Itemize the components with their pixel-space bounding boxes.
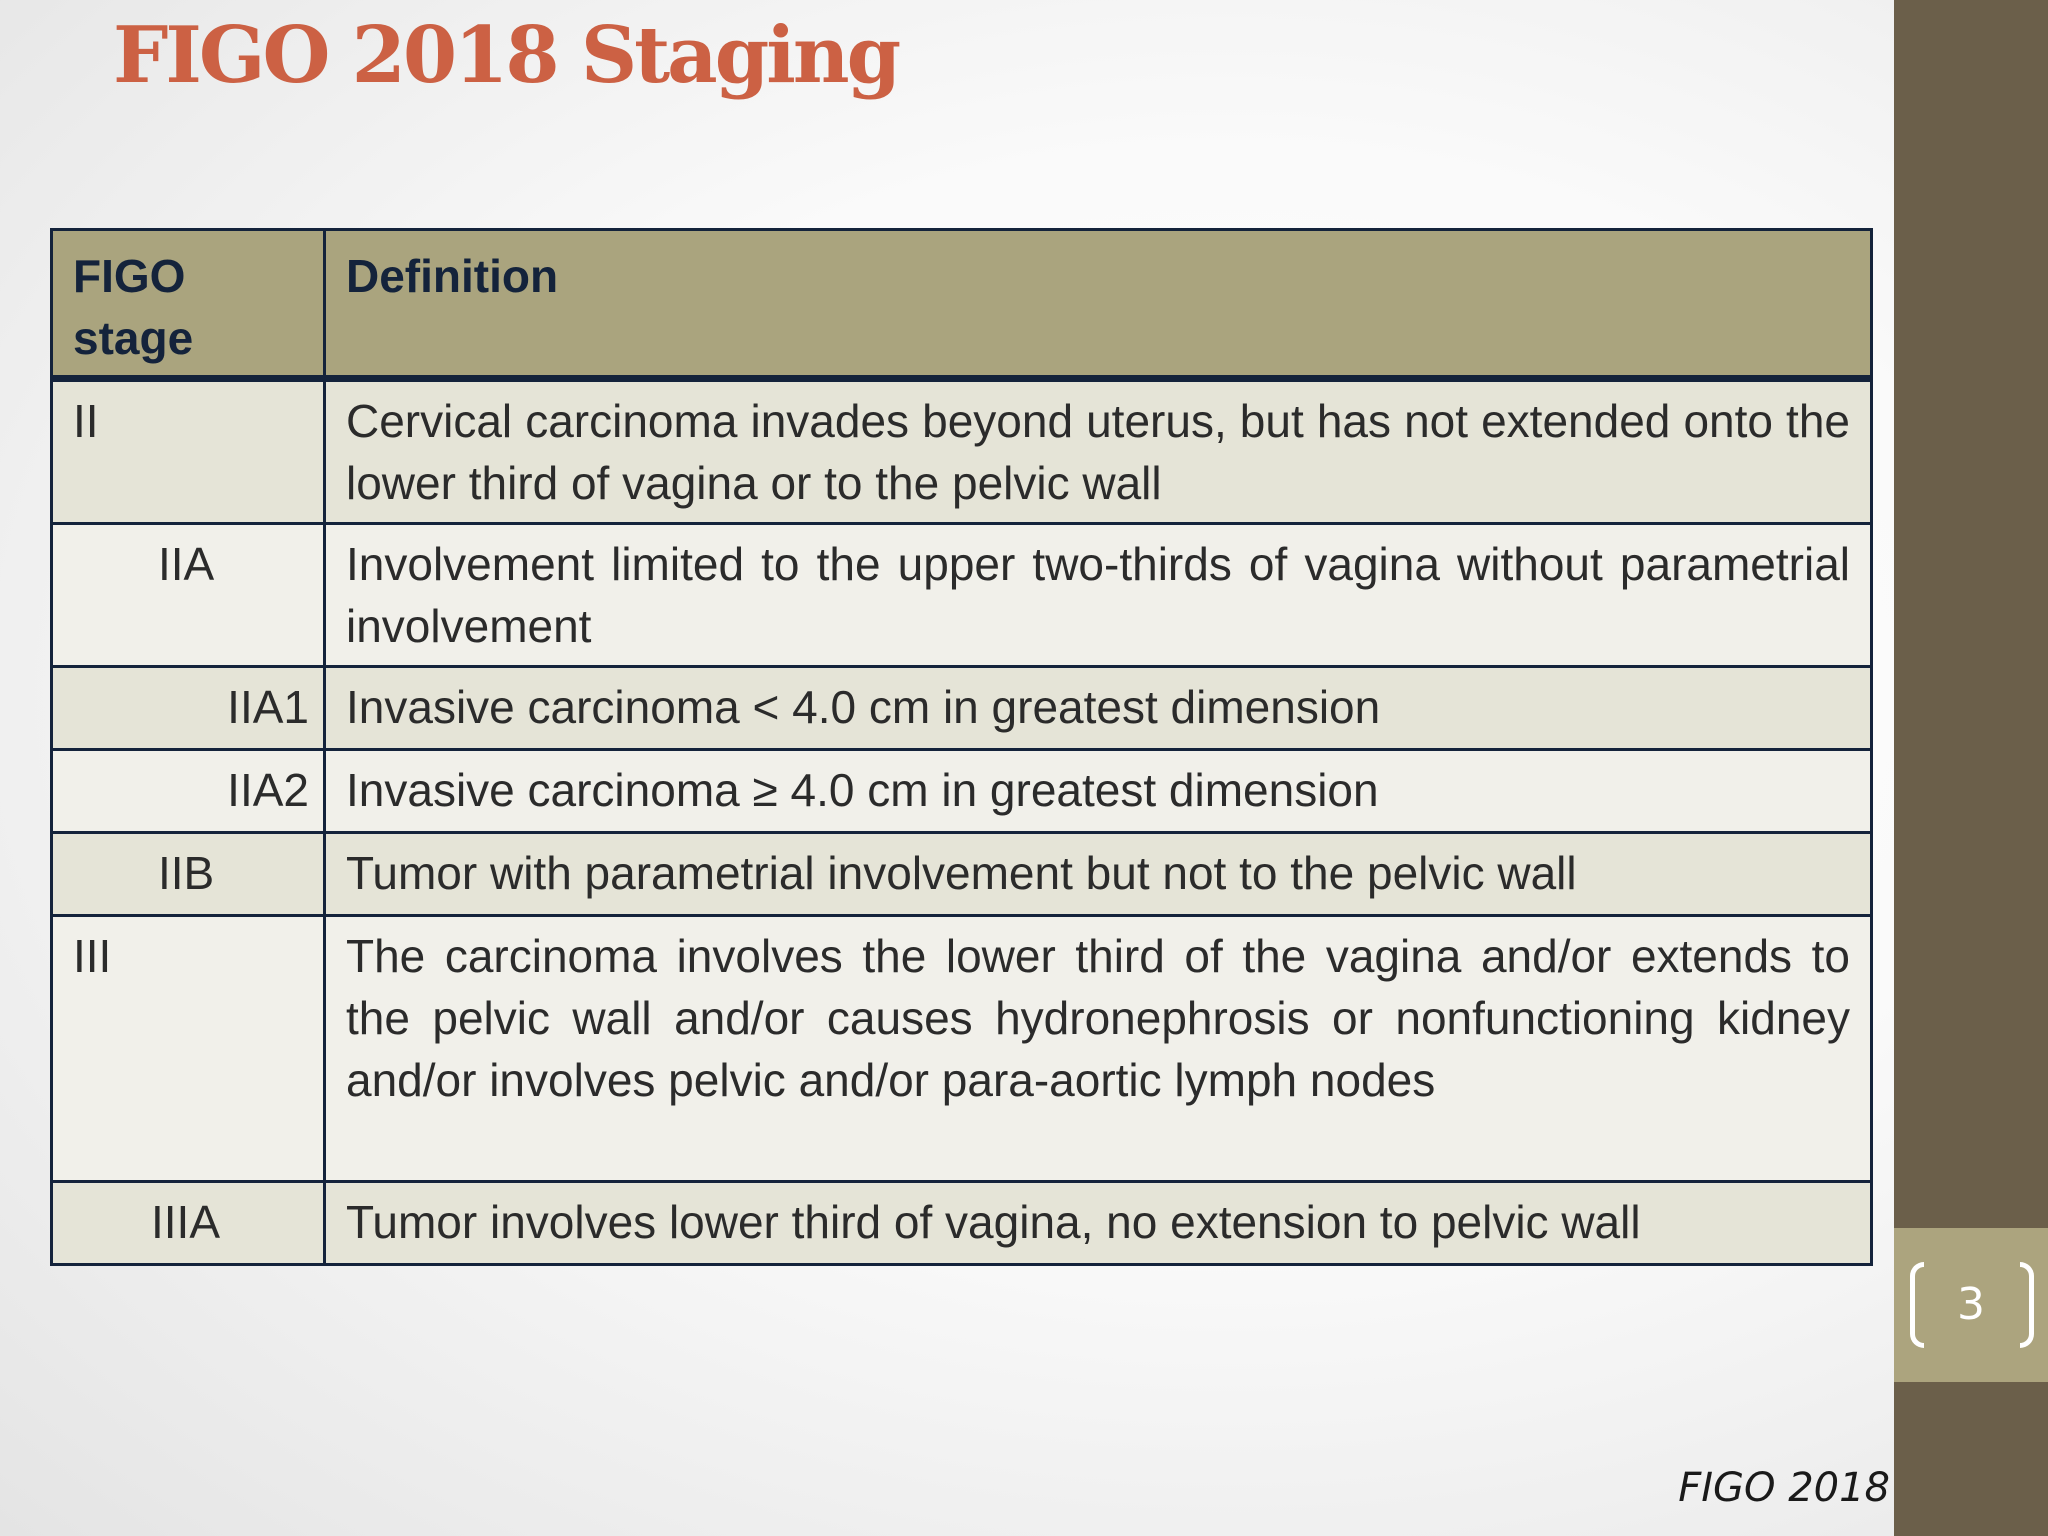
definition-cell: Tumor involves lower third of vagina, no extension to pelvic wall: [325, 1182, 1872, 1265]
table-header-row: [52, 230, 1872, 379]
header-figo-stage: FIGO stage: [52, 230, 325, 379]
page-number: 3: [1957, 1279, 1985, 1330]
header-definition: Definition: [325, 230, 1872, 379]
slide-title: FIGO 2018 Staging: [113, 10, 899, 101]
right-bracket-icon: [2020, 1262, 2034, 1348]
stage-cell: IIA2: [52, 750, 325, 833]
definition-cell: Involvement limited to the upper two-thirds of vagina without parametrial involvement: [325, 524, 1872, 667]
table-row: [52, 379, 1872, 524]
stage-cell: II: [52, 379, 325, 524]
stage-cell: IIA: [52, 524, 325, 667]
table-row: [52, 524, 1872, 667]
definition-cell: Invasive carcinoma < 4.0 cm in greatest dimension: [325, 667, 1872, 750]
citation-source: FIGO 2018: [1678, 1465, 1890, 1511]
definition-cell: The carcinoma involves the lower third of the vagina and/or extends to the pelvic wall and/or causes hydronephrosis or nonfunctioning kidney and/or involves pelvic and/or para-aortic lymph nodes: [325, 916, 1872, 1182]
table-row: [52, 833, 1872, 916]
table-row: [52, 750, 1872, 833]
stage-cell: IIB: [52, 833, 325, 916]
stage-cell: III: [52, 916, 325, 1182]
page-number-tab: [1894, 1228, 2048, 1382]
definition-cell: Tumor with parametrial involvement but not to the pelvic wall: [325, 833, 1872, 916]
table-row: [52, 667, 1872, 750]
definition-cell: Cervical carcinoma invades beyond uterus, but has not extended onto the lower third of vagina or to the pelvic wall: [325, 379, 1872, 524]
table-row: [52, 916, 1872, 1182]
stage-cell: IIA1: [52, 667, 325, 750]
staging-table: [50, 228, 1873, 1266]
definition-cell: Invasive carcinoma ≥ 4.0 cm in greatest dimension: [325, 750, 1872, 833]
stage-cell: IIIA: [52, 1182, 325, 1265]
table-row: [52, 1182, 1872, 1265]
